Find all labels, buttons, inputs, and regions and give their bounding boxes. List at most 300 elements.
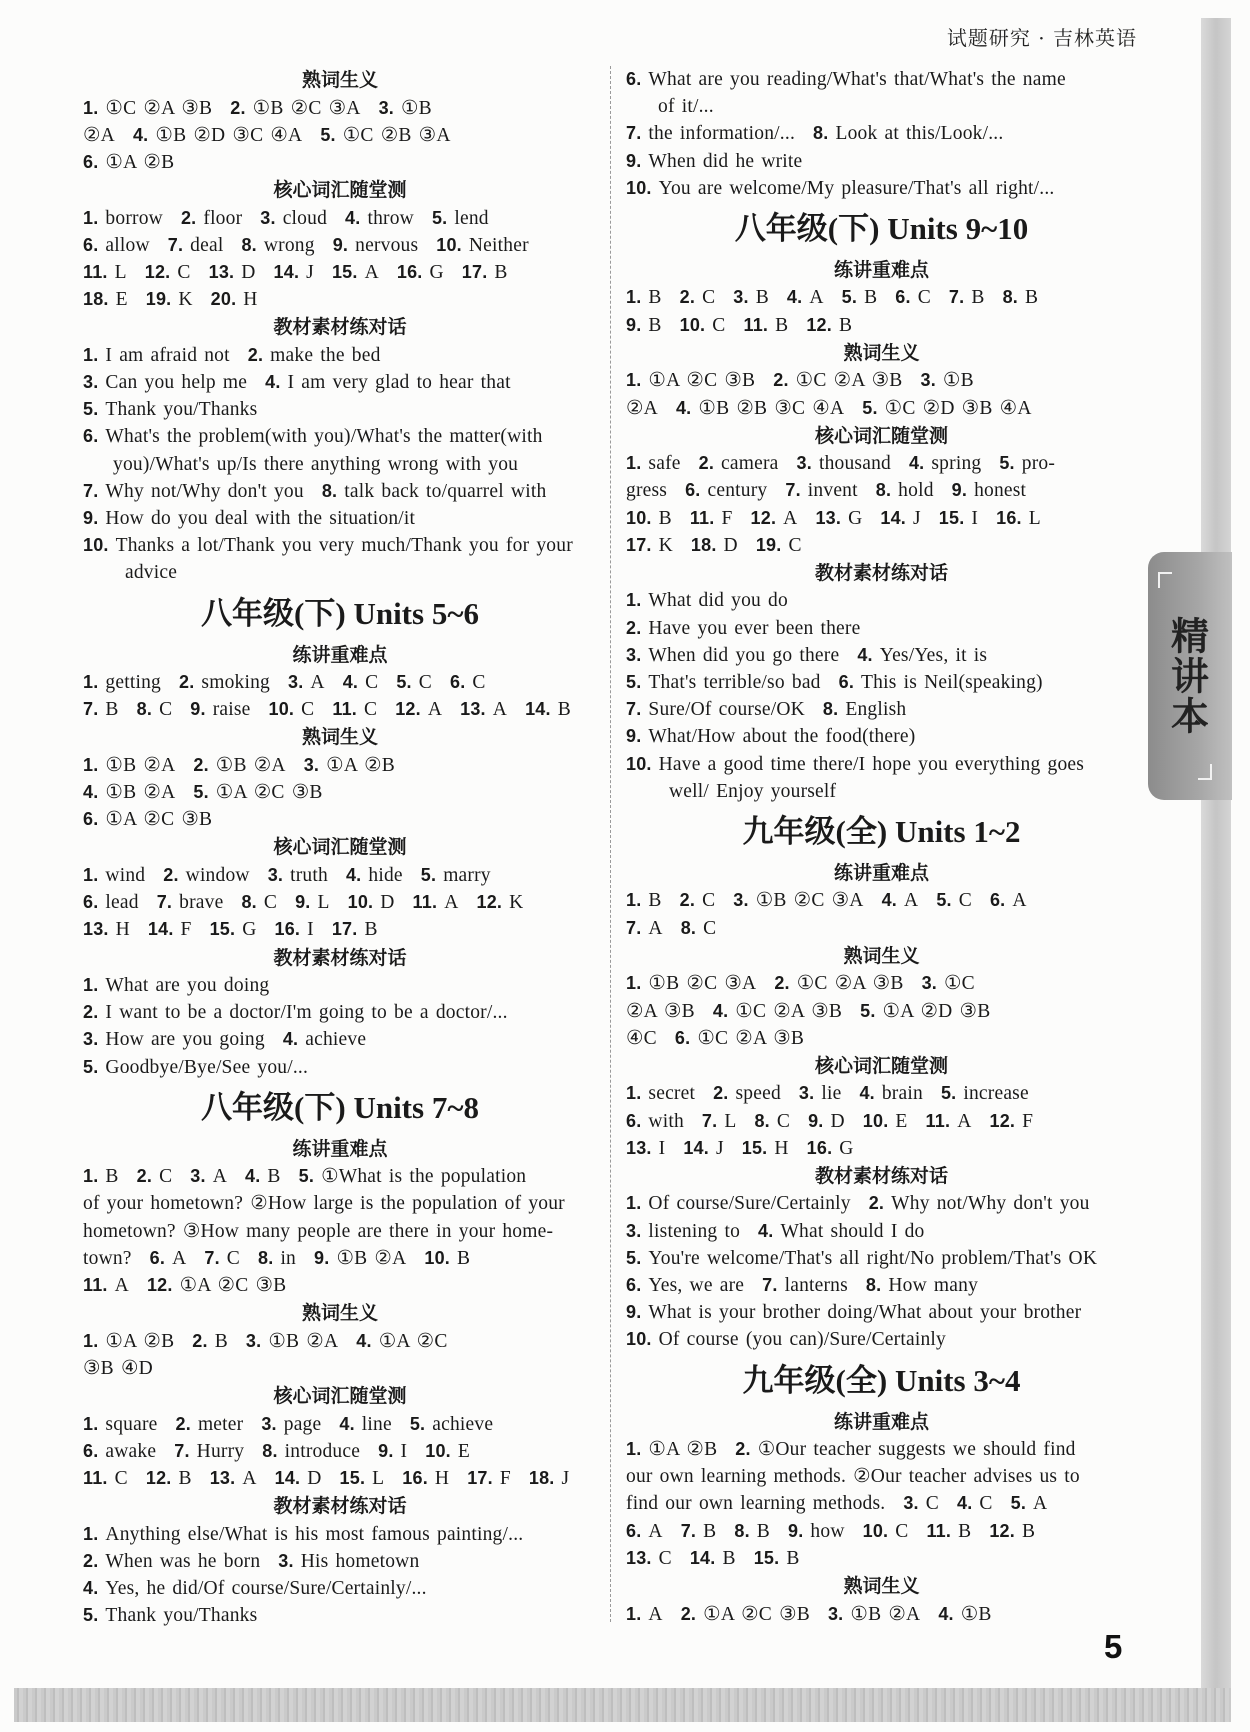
answer-item (626, 890, 662, 911)
item-number: 8. (241, 234, 257, 255)
item-answer: brave (179, 892, 224, 914)
item-answer: D (241, 261, 256, 283)
item-number: 2. (626, 617, 642, 638)
answer-line (83, 559, 597, 586)
answer-item (626, 1521, 663, 1542)
answer-item (163, 865, 249, 886)
answer-item (265, 372, 511, 393)
item-answer: L (114, 261, 127, 283)
item-answer: ①A ②C ③B (648, 370, 756, 392)
answer-item (83, 508, 415, 529)
item-number: 4. (342, 672, 359, 692)
item-number: 12. (476, 892, 503, 913)
answer-item (626, 1248, 1097, 1269)
item-answer: A (172, 1247, 187, 1269)
item-answer: H (434, 1467, 450, 1489)
answer-item (157, 892, 224, 913)
item-number: 10. (425, 1440, 451, 1461)
item-number: 3. (190, 1166, 206, 1187)
answer-item (626, 590, 788, 611)
answer-item (146, 289, 193, 310)
item-answer: B (722, 1547, 736, 1569)
item-number: 4. (758, 1220, 774, 1241)
item-number: 11. (83, 1275, 108, 1295)
answer-item (275, 919, 314, 940)
answer-item (626, 1329, 946, 1350)
item-number: 8. (813, 123, 829, 144)
item-answer: C (658, 1547, 672, 1569)
item-number: 3. (378, 97, 394, 118)
item-number: 7. (626, 917, 642, 938)
item-number: 8. (875, 480, 892, 501)
item-answer: hold (898, 480, 934, 502)
section-heading: 教材素材练对话 (814, 1164, 948, 1187)
answer-line (83, 752, 597, 779)
item-number: 9. (332, 234, 349, 255)
item-number: 17. (626, 534, 652, 555)
answer-item (863, 1111, 908, 1132)
answer-line (626, 1326, 1137, 1353)
answer-item (83, 208, 163, 229)
item-number: 3. (626, 1220, 642, 1241)
answer-item (339, 1414, 391, 1435)
item-answer: talk back to/quarrel with (344, 480, 547, 502)
item-answer: L (372, 1467, 385, 1489)
unit-heading: 八年级(下) Units 7~8 (201, 1089, 479, 1125)
answer-item (204, 1248, 240, 1269)
item-number: 13. (460, 699, 486, 720)
item-number: 10. (436, 234, 462, 255)
item-answer: A (783, 507, 798, 529)
item-answer: gress (626, 480, 668, 502)
item-number: 2. (773, 370, 789, 391)
item-answer: camera (721, 453, 779, 475)
answer-item (938, 1604, 991, 1625)
answer-item (278, 1551, 419, 1572)
answer-line (626, 887, 1137, 914)
item-number: 5. (431, 207, 448, 228)
answer-line (626, 505, 1137, 532)
item-answer: B (971, 287, 985, 309)
item-answer: hometown? ③How many people are there in your home- (83, 1220, 554, 1242)
item-answer: B (105, 1166, 119, 1188)
answer-item (807, 1138, 854, 1159)
answer-item (626, 754, 1084, 775)
answer-item (179, 672, 270, 693)
item-answer: H (243, 289, 258, 311)
item-answer: town? (83, 1247, 132, 1269)
item-answer: B (214, 1330, 228, 1352)
item-answer: G (429, 261, 444, 283)
item-answer: window (185, 864, 250, 886)
item-answer: find our own learning methods. (626, 1493, 886, 1515)
answer-item (828, 1604, 920, 1625)
item-answer: This is Neil(speaking) (861, 672, 1043, 693)
item-answer: C (776, 1110, 791, 1132)
item-answer: listening to (648, 1220, 741, 1242)
section-heading: 熟词生义 (843, 341, 920, 364)
answer-item (626, 1111, 684, 1132)
answer-item (683, 1138, 723, 1159)
item-answer: K (178, 289, 193, 311)
item-answer: ③B ④D (83, 1357, 153, 1379)
answer-item (681, 918, 717, 939)
item-number: 2. (178, 672, 195, 692)
answer-item (626, 1548, 672, 1569)
answer-item (83, 1166, 119, 1187)
answer-item (425, 1441, 470, 1462)
answer-line (626, 66, 1137, 93)
item-number: 9. (626, 150, 642, 171)
item-number: 1. (83, 672, 99, 692)
answer-item (862, 398, 1031, 419)
answer-line (83, 1245, 597, 1272)
item-answer: C (979, 1493, 993, 1515)
item-number: 2. (713, 1083, 729, 1104)
answer-line (626, 284, 1137, 311)
item-number: 17. (461, 261, 488, 282)
running-header: 试题研究 · 吉林英语 (946, 26, 1137, 50)
answer-item (676, 398, 844, 419)
answer-item (396, 672, 432, 693)
answer-line (626, 1218, 1137, 1245)
item-answer: awake (105, 1440, 157, 1462)
answer-item (248, 345, 381, 366)
answer-item (83, 809, 212, 830)
item-number: 6. (838, 672, 855, 692)
item-number: 19. (145, 289, 172, 310)
item-answer: Look at this/Look/... (835, 123, 1004, 145)
item-answer: safe (648, 453, 681, 475)
answer-item (83, 235, 150, 256)
answer-line (83, 423, 597, 450)
item-answer: ①B ②A (336, 1247, 407, 1269)
answer-item (626, 1221, 740, 1242)
answer-line (83, 696, 597, 723)
item-answer: D (830, 1110, 845, 1132)
answer-item (421, 865, 491, 886)
item-number: 9. (295, 892, 311, 913)
answer-line (83, 889, 597, 916)
section-heading: 教材素材练对话 (273, 316, 407, 339)
answer-item (211, 289, 258, 310)
item-answer: ①B ②C ③A (252, 97, 361, 119)
answer-item (895, 287, 931, 308)
answer-item (83, 1414, 158, 1435)
item-answer: Yes/Yes, it is (879, 644, 988, 666)
item-answer: marry (443, 864, 491, 886)
item-answer: C (925, 1493, 939, 1515)
item-number: 9. (83, 507, 99, 528)
item-answer: thousand (818, 453, 891, 475)
item-number: 11. (743, 314, 769, 335)
answer-item (1003, 287, 1039, 308)
item-answer: A (212, 1166, 227, 1188)
answer-line (626, 148, 1137, 175)
answer-line (83, 1521, 597, 1548)
answer-line (83, 532, 597, 559)
item-answer: B (648, 287, 662, 309)
answer-item (83, 1358, 153, 1379)
answer-item (83, 1275, 129, 1296)
item-answer: B (105, 699, 119, 721)
answer-item (626, 480, 667, 501)
answer-line (626, 970, 1137, 997)
item-number: 8. (822, 699, 839, 720)
item-answer: D (380, 892, 395, 914)
item-number: 6. (83, 234, 99, 255)
answer-item (83, 975, 269, 996)
section-heading: 核心词汇随堂测 (273, 1385, 407, 1408)
item-answer: ①A ②B (105, 1330, 175, 1352)
item-number: 5. (841, 287, 858, 308)
item-answer: Thanks a lot/Thank you very much/Thank you for your (115, 535, 573, 557)
item-number: 12. (395, 699, 421, 720)
item-answer: page (283, 1413, 322, 1435)
item-answer: B (557, 699, 571, 721)
answer-line (83, 505, 597, 532)
item-number: 4. (859, 1083, 875, 1104)
right-edge-strip (1201, 18, 1231, 1722)
section-tab-label: 精讲本 (1164, 616, 1209, 736)
item-answer: C (703, 917, 717, 939)
item-answer: ①B (960, 1603, 992, 1625)
item-answer: B (1021, 1520, 1036, 1542)
item-number: 8. (262, 1440, 278, 1461)
answer-item (260, 208, 327, 229)
item-answer: ①B ②A (105, 754, 176, 776)
item-answer: C (263, 892, 278, 914)
item-answer: Neither (468, 234, 529, 256)
item-answer: C (159, 1166, 173, 1188)
answer-item (939, 508, 978, 529)
item-answer: A (444, 892, 459, 914)
item-number: 2. (180, 207, 197, 228)
answer-item (436, 235, 529, 256)
item-number: 6. (626, 1110, 642, 1131)
item-number: 7. (626, 699, 642, 720)
item-answer: G (242, 919, 257, 941)
item-number: 9. (314, 1247, 330, 1268)
item-answer: C (226, 1247, 241, 1269)
item-answer: floor (203, 207, 243, 229)
answer-line (83, 1190, 597, 1217)
answer-line (83, 1218, 597, 1245)
item-answer: B (648, 890, 662, 912)
answer-item (83, 481, 304, 502)
answer-item (332, 919, 378, 940)
item-answer: ②A (83, 124, 115, 146)
item-answer: What are you reading/What's that/What's the name (648, 69, 1066, 90)
answer-item (410, 1414, 493, 1435)
item-number: 12. (146, 1275, 173, 1295)
item-answer: What/How about the food(there) (648, 726, 916, 748)
answer-item (150, 1248, 187, 1269)
left-column (83, 66, 597, 1629)
item-answer: C (159, 699, 173, 721)
answer-item (269, 699, 315, 720)
item-answer: spring (931, 453, 982, 475)
answer-item (815, 508, 862, 529)
answer-item (743, 315, 788, 336)
item-answer: C (895, 1520, 909, 1542)
answer-item (733, 287, 769, 308)
item-answer: C (702, 890, 716, 912)
answer-item (926, 1521, 971, 1542)
item-number: 9. (788, 1520, 804, 1541)
answer-item (113, 454, 518, 475)
item-number: 3. (245, 1330, 262, 1351)
answer-item (808, 1111, 845, 1132)
answer-line (626, 312, 1137, 339)
item-number: 1. (626, 453, 642, 474)
item-answer: What did you do (648, 590, 788, 612)
answer-item (210, 1468, 257, 1489)
item-number: 18. (83, 289, 109, 310)
answer-item (332, 262, 379, 283)
answer-item (268, 865, 328, 886)
answer-item (145, 262, 191, 283)
item-answer: D (723, 534, 738, 556)
answer-item (735, 1439, 1075, 1460)
answer-line (83, 205, 597, 232)
item-answer: E (115, 289, 128, 311)
answer-line (83, 286, 597, 313)
item-answer: ①C (943, 973, 975, 995)
answer-line (83, 1602, 597, 1629)
answer-line (83, 149, 597, 176)
item-number: 3. (303, 754, 320, 775)
answer-line (83, 1328, 597, 1355)
item-answer: Can you help me (105, 372, 248, 393)
answer-item (626, 645, 839, 666)
item-number: 2. (735, 1439, 751, 1460)
item-number: 9. (626, 314, 642, 335)
item-number: 1. (83, 1413, 99, 1434)
section-heading: 熟词生义 (843, 944, 920, 967)
item-number: 5. (83, 1056, 99, 1077)
item-number: 2. (679, 287, 696, 308)
item-number: 10. (862, 1110, 889, 1131)
item-number: 15. (331, 261, 358, 282)
item-number: 10. (679, 314, 706, 335)
item-number: 5. (193, 782, 209, 803)
item-answer: A (648, 1603, 663, 1625)
answer-line (626, 1272, 1137, 1299)
answer-item (758, 1221, 924, 1242)
answer-line (83, 1163, 597, 1190)
answer-item (626, 178, 1055, 199)
item-number: 5. (626, 672, 642, 692)
answer-line (626, 1108, 1137, 1135)
answer-line (626, 1490, 1137, 1517)
section-tab (1148, 552, 1232, 800)
answer-item (626, 1028, 657, 1049)
answer-line (83, 779, 597, 806)
item-number: 11. (83, 261, 108, 282)
answer-item (690, 1548, 736, 1569)
item-number: 8. (754, 1110, 770, 1131)
item-number: 5. (396, 672, 412, 692)
item-number: 3. (260, 207, 276, 228)
unit-heading: 九年级(全) Units 1~2 (742, 813, 1021, 849)
item-answer: ①B ②D ③C ④A (155, 124, 303, 146)
item-answer: ①B ②A (105, 782, 176, 804)
item-number: 1. (626, 973, 642, 994)
answer-item (288, 672, 325, 693)
answer-item (860, 1001, 990, 1022)
item-answer: English (845, 699, 907, 721)
answer-line (83, 916, 597, 943)
item-answer: How are you going (105, 1029, 265, 1051)
answer-item (83, 1551, 260, 1572)
answer-item (230, 98, 360, 119)
item-answer: B (703, 1520, 717, 1542)
item-number: 1. (83, 1166, 99, 1187)
item-answer: Thank you/Thanks (105, 1605, 258, 1627)
answer-item (83, 125, 115, 146)
answer-item (626, 618, 860, 639)
item-answer: ①B (400, 97, 432, 119)
answer-line (626, 1518, 1137, 1545)
answer-line (626, 669, 1137, 696)
item-number: 18. (528, 1467, 555, 1488)
item-answer: lie (821, 1083, 842, 1105)
item-number: 1. (626, 1603, 642, 1624)
item-answer: you)/What's up/Is there anything wrong with you (113, 453, 519, 475)
answer-line (83, 1575, 597, 1602)
answer-item (432, 208, 489, 229)
answer-line (83, 669, 597, 696)
item-number: 2. (83, 1002, 99, 1023)
answer-item (83, 782, 175, 803)
item-number: 2. (192, 1330, 208, 1351)
answer-item (83, 1605, 257, 1626)
item-number: 15. (938, 507, 965, 528)
column-divider (610, 66, 611, 1622)
item-number: 5. (999, 453, 1015, 474)
answer-item (83, 152, 174, 173)
item-answer: century (707, 480, 768, 502)
item-number: 1. (626, 590, 642, 611)
item-number: 4. (675, 397, 692, 418)
answer-item (680, 315, 726, 336)
item-answer: Thank you/Thanks (105, 399, 258, 421)
answer-line (626, 532, 1137, 559)
item-answer: ②A (626, 397, 658, 419)
item-number: 14. (274, 1467, 301, 1488)
item-answer: What is your brother doing/What about your brother (648, 1302, 1082, 1324)
answer-item (322, 481, 547, 502)
answer-item (283, 1029, 366, 1050)
item-number: 8. (865, 1275, 882, 1295)
answer-item (193, 782, 322, 803)
item-answer: hide (368, 864, 403, 886)
answer-line (83, 806, 597, 833)
item-number: 3. (827, 1603, 844, 1624)
section-heading: 熟词生义 (301, 69, 378, 91)
section-heading: 教材素材练对话 (814, 561, 948, 584)
item-answer: F (180, 919, 192, 941)
item-number: 4. (245, 1166, 261, 1187)
answer-item (275, 1468, 322, 1489)
answer-item (241, 235, 314, 256)
unit-heading: 八年级(下) Units 5~6 (201, 595, 479, 631)
item-number: 2. (680, 1603, 697, 1624)
answer-item (190, 699, 250, 720)
item-number: 5. (626, 1247, 642, 1268)
item-number: 12. (806, 314, 832, 335)
